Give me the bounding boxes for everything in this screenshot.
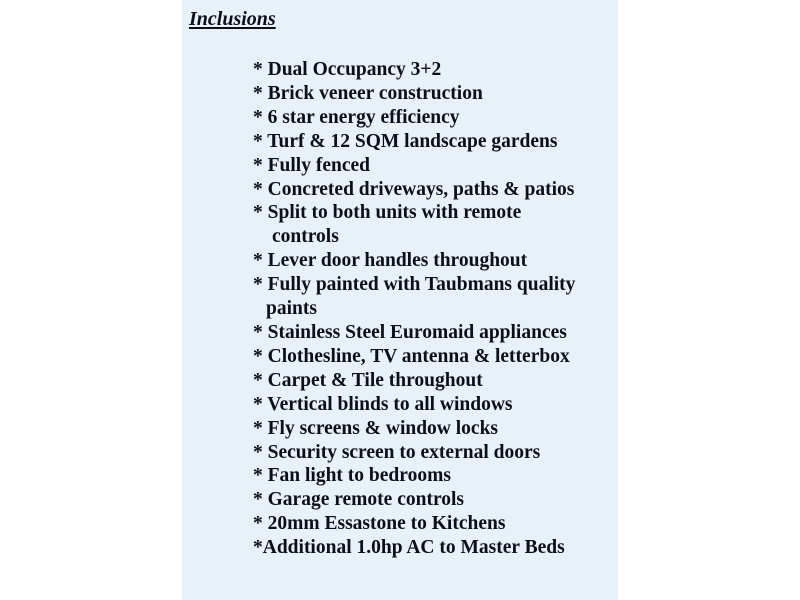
inclusion-text: Fan light to bedrooms <box>267 465 451 487</box>
inclusion-item <box>253 273 575 321</box>
inclusion-text: Carpet & Tile throughout <box>267 369 483 391</box>
inclusion-text: 6 star energy efficiency <box>267 106 460 128</box>
inclusions-list <box>253 58 575 560</box>
inclusion-text: Fly screens & window locks <box>267 417 499 439</box>
inclusion-item <box>253 154 575 178</box>
inclusion-text: Turf & 12 SQM landscape gardens <box>267 130 558 152</box>
bullet-asterisk: * <box>253 130 268 152</box>
inclusion-item <box>253 512 575 536</box>
inclusion-text: Concreted driveways, paths & patios <box>267 178 575 200</box>
bullet-asterisk: * <box>253 321 268 343</box>
inclusion-item <box>253 369 575 393</box>
bullet-asterisk: * <box>253 82 268 104</box>
inclusion-item <box>253 345 575 369</box>
bullet-asterisk: * <box>253 393 268 415</box>
bullet-asterisk: * <box>253 489 268 511</box>
inclusion-item <box>253 106 575 130</box>
inclusion-item <box>253 58 575 82</box>
inclusion-text: Garage remote controls <box>267 489 465 511</box>
inclusion-item <box>253 417 575 441</box>
inclusion-item <box>253 393 575 417</box>
bullet-asterisk: * <box>253 106 268 128</box>
inclusion-item <box>253 464 575 488</box>
inclusion-text: Vertical blinds to all windows <box>267 393 513 415</box>
bullet-asterisk: * <box>253 537 263 559</box>
bullet-asterisk: * <box>253 202 268 224</box>
inclusion-item <box>253 441 575 465</box>
inclusion-text: Dual Occupancy 3+2 <box>267 59 442 80</box>
inclusion-item <box>253 488 575 512</box>
inclusion-text-continuation: paints <box>266 298 317 320</box>
inclusion-text: Lever door handles throughout <box>267 250 528 272</box>
bullet-asterisk: * <box>253 417 268 439</box>
bullet-asterisk: * <box>253 178 268 200</box>
bullet-asterisk: * <box>253 441 268 463</box>
bullet-asterisk: * <box>253 513 268 535</box>
bullet-asterisk: * <box>253 250 268 272</box>
inclusion-text: 20mm Essastone to Kitchens <box>267 513 506 535</box>
bullet-asterisk: * <box>253 369 268 391</box>
bullet-asterisk: * <box>253 154 268 176</box>
inclusion-text: Clothesline, TV antenna & letterbox <box>267 345 570 367</box>
inclusion-item <box>253 201 575 249</box>
inclusion-item <box>253 178 575 202</box>
inclusion-text: Brick veneer construction <box>267 82 483 104</box>
inclusion-text: Fully painted with Taubmans quality <box>267 274 576 296</box>
bullet-asterisk: * <box>253 345 268 367</box>
inclusion-item <box>253 82 575 106</box>
inclusion-text: Stainless Steel Euromaid appliances <box>267 321 567 343</box>
inclusion-item <box>253 130 575 154</box>
bullet-asterisk: * <box>253 59 268 80</box>
inclusion-text: Additional 1.0hp AC to Master Beds <box>262 537 565 559</box>
inclusion-text: Security screen to external doors <box>267 441 541 463</box>
inclusion-item <box>253 321 575 345</box>
inclusion-text-continuation: controls <box>272 226 339 248</box>
inclusion-text: Fully fenced <box>267 154 370 176</box>
inclusion-item <box>253 536 575 560</box>
bullet-asterisk: * <box>253 274 268 296</box>
bullet-asterisk: * <box>253 465 268 487</box>
inclusion-text: Split to both units with remote <box>267 202 522 224</box>
inclusions-heading: Inclusions <box>189 8 276 30</box>
inclusion-item <box>253 249 575 273</box>
